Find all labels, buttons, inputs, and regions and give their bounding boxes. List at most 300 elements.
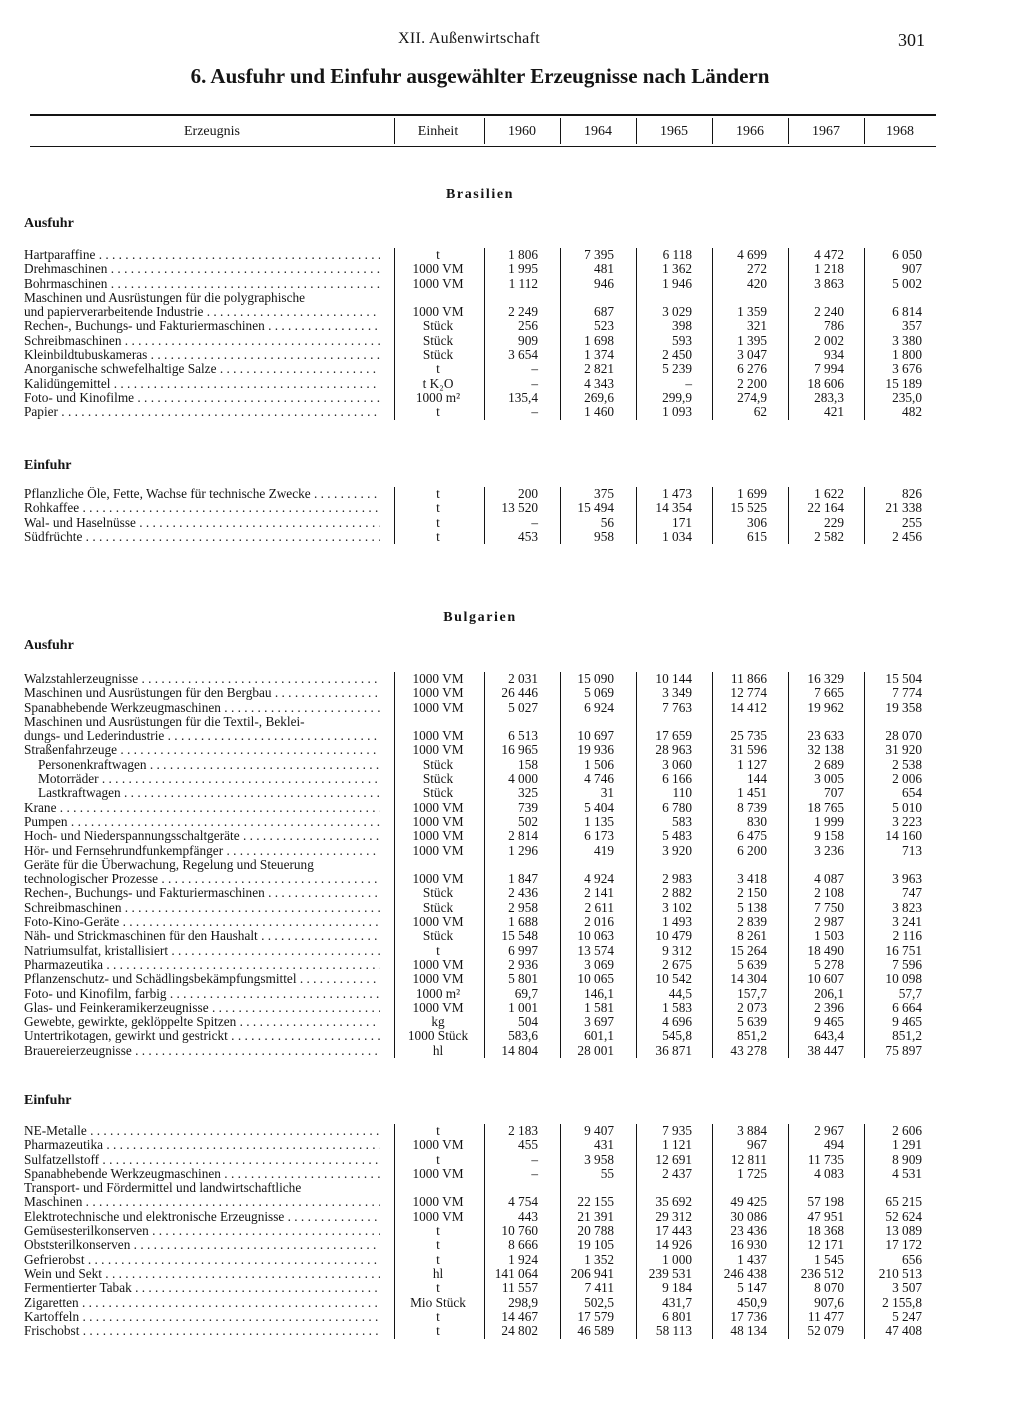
- cell-value: 10 479: [655, 928, 692, 944]
- cell-value: 21 391: [577, 1208, 614, 1224]
- row-label: Pflanzliche Öle, Fette, Wachse für technische Zwecke . . .: [24, 487, 380, 501]
- cell-value: 30 086: [730, 1208, 767, 1224]
- cell-value: 2 249: [508, 304, 538, 320]
- cell-value: 146,1: [584, 985, 614, 1001]
- cell-value: 19 936: [577, 742, 614, 758]
- cell-value: 1 395: [737, 332, 767, 348]
- table-row: [0, 886, 1024, 900]
- row-unit: 1000 Stück: [407, 1028, 469, 1044]
- cell-value: 3 697: [584, 1014, 614, 1030]
- cell-value: 967: [747, 1137, 767, 1153]
- cell-value: 16 965: [501, 742, 538, 758]
- cell-value: 306: [747, 514, 767, 530]
- table-row: [0, 291, 1024, 305]
- cell-value: 14 304: [730, 971, 767, 987]
- cell-value: 10 098: [885, 971, 922, 987]
- cell-value: 15 548: [501, 928, 538, 944]
- cell-value: 443: [518, 1208, 538, 1224]
- cell-value: 44,5: [668, 985, 692, 1001]
- table-row: [0, 858, 1024, 872]
- row-label: Wal- und Haselnüsse . . .: [24, 516, 380, 530]
- cell-value: 31: [600, 785, 614, 801]
- row-label: Gefrierobst . . .: [24, 1253, 380, 1267]
- cell-value: 2 183: [508, 1123, 538, 1138]
- header-divider: [864, 118, 865, 144]
- cell-value: 3 380: [892, 332, 922, 348]
- cell-value: 1 121: [662, 1137, 692, 1153]
- cell-value: 10 607: [807, 971, 844, 987]
- table-row: [0, 944, 1024, 958]
- row-label: Zigaretten . . .: [24, 1296, 380, 1310]
- row-unit: t: [436, 1308, 440, 1324]
- row-unit: Stück: [422, 756, 454, 772]
- cell-value: 25 735: [730, 728, 767, 744]
- row-unit: t: [436, 404, 440, 420]
- cell-value: 4 754: [508, 1194, 538, 1210]
- row-label: Drehmaschinen . . .: [24, 262, 380, 276]
- cell-value: 46 589: [577, 1323, 614, 1339]
- cell-value: 1 924: [508, 1251, 538, 1267]
- page-number: 301: [898, 30, 925, 50]
- row-unit: Stück: [422, 347, 454, 363]
- cell-value: 3 102: [662, 899, 692, 915]
- data-block: [0, 672, 1024, 1058]
- row-unit: 1000 VM: [412, 799, 464, 815]
- row-unit: t: [436, 1280, 440, 1296]
- cell-value: 274,9: [737, 389, 767, 405]
- cell-value: 55: [600, 1165, 614, 1181]
- cell-value: 9 407: [584, 1123, 614, 1138]
- cell-value: 907,6: [814, 1294, 844, 1310]
- cell-value: 7 665: [814, 685, 844, 701]
- cell-value: 601,1: [584, 1028, 614, 1044]
- cell-value: 256: [518, 318, 538, 334]
- column-divider: [864, 248, 865, 420]
- cell-value: 56: [600, 514, 614, 530]
- column-header-unit: Einheit: [417, 124, 459, 139]
- table-row: [0, 815, 1024, 829]
- table-row: [0, 786, 1024, 800]
- cell-value: 504: [518, 1014, 538, 1030]
- table-row: [0, 1296, 1024, 1310]
- cell-value: 2 108: [814, 885, 844, 901]
- cell-value: 357: [902, 318, 922, 334]
- cell-value: 4 083: [814, 1165, 844, 1181]
- cell-value: 2 016: [584, 914, 614, 930]
- cell-value: 17 172: [885, 1237, 922, 1253]
- cell-value: 7 596: [892, 956, 922, 972]
- column-divider: [712, 487, 713, 544]
- column-divider: [484, 1124, 485, 1339]
- cell-value: 2 814: [508, 828, 538, 844]
- cell-value: 9 158: [814, 828, 844, 844]
- cell-value: –: [685, 375, 692, 391]
- table-row: [0, 1324, 1024, 1338]
- cell-value: 687: [594, 304, 614, 320]
- cell-value: 26 446: [501, 685, 538, 701]
- cell-value: 934: [824, 347, 844, 363]
- cell-value: 10 542: [655, 971, 692, 987]
- cell-value: 43 278: [730, 1042, 767, 1058]
- cell-value: 1 493: [662, 914, 692, 930]
- cell-value: 1 135: [584, 813, 614, 829]
- cell-value: 3 069: [584, 956, 614, 972]
- cell-value: 747: [902, 885, 922, 901]
- cell-value: 48 134: [730, 1323, 767, 1339]
- cell-value: 2 611: [584, 899, 614, 915]
- row-label: Hör- und Fernsehrundfunkempfänger . . .: [24, 844, 380, 858]
- cell-value: 1 581: [584, 999, 614, 1015]
- cell-value: 19 962: [807, 699, 844, 715]
- cell-value: 713: [902, 842, 922, 858]
- table-row: [0, 262, 1024, 276]
- data-block: [0, 248, 1024, 420]
- cell-value: 851,2: [892, 1028, 922, 1044]
- cell-value: 3 863: [814, 275, 844, 291]
- cell-value: 5 138: [737, 899, 767, 915]
- row-unit: 1000 VM: [412, 671, 464, 686]
- cell-value: 210 513: [878, 1265, 922, 1281]
- table-row: [0, 277, 1024, 291]
- cell-value: 3 005: [814, 771, 844, 787]
- cell-value: 19 358: [885, 699, 922, 715]
- cell-value: 47 951: [807, 1208, 844, 1224]
- table-row: [0, 1124, 1024, 1138]
- cell-value: 13 089: [885, 1223, 922, 1239]
- cell-value: 419: [594, 842, 614, 858]
- row-unit: t: [436, 1151, 440, 1167]
- table-row: [0, 1224, 1024, 1238]
- cell-value: 5 002: [892, 275, 922, 291]
- cell-value: 6 801: [662, 1308, 692, 1324]
- row-unit: 1000 VM: [412, 1194, 464, 1210]
- column-divider: [560, 248, 561, 420]
- table-row: [0, 1044, 1024, 1058]
- cell-value: 22 164: [807, 500, 844, 516]
- cell-value: 10 760: [501, 1223, 538, 1239]
- row-unit: 1000 VM: [412, 685, 464, 701]
- row-label: Wein und Sekt . . .: [24, 1267, 380, 1281]
- row-label: Kartoffeln . . .: [24, 1310, 380, 1324]
- row-label: Natriumsulfat, kristallisiert . . .: [24, 944, 380, 958]
- flow-heading-import: Einfuhr: [24, 458, 72, 473]
- row-label: Frischobst . . .: [24, 1324, 380, 1338]
- row-unit: t: [436, 514, 440, 530]
- table-row: [0, 958, 1024, 972]
- cell-value: 502: [518, 813, 538, 829]
- column-divider: [788, 248, 789, 420]
- row-unit: 1000 VM: [412, 728, 464, 744]
- cell-value: 298,9: [508, 1294, 538, 1310]
- cell-value: 3 654: [508, 347, 538, 363]
- cell-value: 4 531: [892, 1165, 922, 1181]
- cell-value: 3 823: [892, 899, 922, 915]
- column-divider: [636, 672, 637, 1058]
- cell-value: 1 093: [662, 404, 692, 420]
- column-divider: [394, 248, 395, 420]
- cell-value: 14 354: [655, 500, 692, 516]
- table-row: [0, 915, 1024, 929]
- row-unit: 1000 VM: [412, 914, 464, 930]
- cell-value: 643,4: [814, 1028, 844, 1044]
- row-label: Walzstahlerzeugnisse . . .: [24, 672, 380, 686]
- cell-value: 171: [672, 514, 692, 530]
- table-row: [0, 743, 1024, 757]
- cell-value: 4 699: [737, 247, 767, 262]
- cell-value: 2 150: [737, 885, 767, 901]
- row-label: Kalidüngemittel . . .: [24, 377, 380, 391]
- row-label: Bohrmaschinen . . .: [24, 277, 380, 291]
- cell-value: 21 338: [885, 500, 922, 516]
- cell-value: 3 047: [737, 347, 767, 363]
- column-header-year: 1964: [584, 124, 612, 139]
- cell-value: 4 472: [814, 247, 844, 262]
- cell-value: 2 116: [892, 928, 922, 944]
- column-divider: [560, 487, 561, 544]
- cell-value: 6 475: [737, 828, 767, 844]
- cell-value: 1 218: [814, 261, 844, 277]
- cell-value: 10 144: [655, 671, 692, 686]
- row-unit: t K₂O: [422, 375, 454, 391]
- cell-value: 15 090: [577, 671, 614, 686]
- cell-value: 12 171: [807, 1237, 844, 1253]
- cell-value: 52 079: [807, 1323, 844, 1339]
- cell-value: 3 223: [892, 813, 922, 829]
- cell-value: 206,1: [814, 985, 844, 1001]
- cell-value: 47 408: [885, 1323, 922, 1339]
- cell-value: 11 557: [501, 1280, 538, 1296]
- cell-value: 14 804: [501, 1042, 538, 1058]
- cell-value: 3 963: [892, 871, 922, 887]
- cell-value: 321: [747, 318, 767, 334]
- row-label: Fermentierter Tabak . . .: [24, 1281, 380, 1295]
- table-row: [0, 1029, 1024, 1043]
- table-row: [0, 1181, 1024, 1195]
- table-row: [0, 530, 1024, 544]
- cell-value: 69,7: [514, 985, 538, 1001]
- cell-value: 49 425: [730, 1194, 767, 1210]
- table-row: [0, 1195, 1024, 1209]
- cell-value: 4 924: [584, 871, 614, 887]
- row-unit: t: [436, 1123, 440, 1138]
- row-unit: 1000 VM: [412, 956, 464, 972]
- cell-value: 15 504: [885, 671, 922, 686]
- cell-value: 18 368: [807, 1223, 844, 1239]
- table-row: [0, 715, 1024, 729]
- cell-value: 235,0: [892, 389, 922, 405]
- row-unit: t: [436, 1251, 440, 1267]
- column-divider: [394, 672, 395, 1058]
- row-unit: 1000 VM: [412, 275, 464, 291]
- table-row: [0, 248, 1024, 262]
- cell-value: –: [531, 514, 538, 530]
- cell-value: 494: [824, 1137, 844, 1153]
- cell-value: 583: [672, 813, 692, 829]
- cell-value: 4 696: [662, 1014, 692, 1030]
- cell-value: 6 924: [584, 699, 614, 715]
- cell-value: 2 936: [508, 956, 538, 972]
- cell-value: 6 814: [892, 304, 922, 320]
- cell-value: 4 343: [584, 375, 614, 391]
- cell-value: 141 064: [494, 1265, 538, 1281]
- column-divider: [394, 1124, 395, 1339]
- header-divider: [712, 118, 713, 144]
- row-label: Krane . . .: [24, 801, 380, 815]
- table-row: [0, 362, 1024, 376]
- cell-value: 1 806: [508, 247, 538, 262]
- cell-value: 2 967: [814, 1123, 844, 1138]
- cell-value: 2 987: [814, 914, 844, 930]
- cell-value: 5 069: [584, 685, 614, 701]
- cell-value: 246 438: [723, 1265, 767, 1281]
- row-label: Sulfatzellstoff . . .: [24, 1153, 380, 1167]
- row-unit: Stück: [422, 928, 454, 944]
- cell-value: 1 503: [814, 928, 844, 944]
- cell-value: 57,7: [898, 985, 922, 1001]
- row-label: Straßenfahrzeuge . . .: [24, 743, 380, 757]
- cell-value: 6 780: [662, 799, 692, 815]
- table-row: [0, 1238, 1024, 1252]
- table-row: [0, 1015, 1024, 1029]
- cell-value: 2 396: [814, 999, 844, 1015]
- cell-value: 65 215: [885, 1194, 922, 1210]
- cell-value: 28 963: [655, 742, 692, 758]
- row-label: Glas- und Feinkeramikerzeugnisse . . .: [24, 1001, 380, 1015]
- row-unit: 1000 VM: [412, 971, 464, 987]
- cell-value: 5 027: [508, 699, 538, 715]
- cell-value: 6 173: [584, 828, 614, 844]
- cell-value: 2 155,8: [882, 1294, 922, 1310]
- table-row: [0, 348, 1024, 362]
- cell-value: 15 494: [577, 500, 614, 516]
- row-unit: t: [436, 247, 440, 262]
- cell-value: 3 884: [737, 1123, 767, 1138]
- cell-value: 28 070: [885, 728, 922, 744]
- table-row: [0, 1253, 1024, 1267]
- row-label: Maschinen und Ausrüstungen für die polygraphische: [24, 290, 306, 305]
- cell-value: 9 465: [814, 1014, 844, 1030]
- cell-value: 2 450: [662, 347, 692, 363]
- table-row: [0, 672, 1024, 686]
- cell-value: 18 490: [807, 942, 844, 958]
- row-label: Foto-Kino-Geräte . . .: [24, 915, 380, 929]
- row-label: Pumpen . . .: [24, 815, 380, 829]
- table-row: [0, 872, 1024, 886]
- row-label: Personenkraftwagen . . .: [38, 758, 380, 772]
- row-label: Gemüsesterilkonserven . . .: [24, 1224, 380, 1238]
- header-divider: [560, 118, 561, 144]
- cell-value: 10 063: [577, 928, 614, 944]
- column-divider: [864, 487, 865, 544]
- cell-value: 431,7: [662, 1294, 692, 1310]
- column-header-year: 1965: [660, 124, 688, 139]
- cell-value: 200: [518, 486, 538, 501]
- cell-value: 2 006: [892, 771, 922, 787]
- cell-value: 2 582: [814, 528, 844, 544]
- table-row: [0, 334, 1024, 348]
- cell-value: 10 065: [577, 971, 614, 987]
- cell-value: 1 725: [737, 1165, 767, 1181]
- cell-value: 7 750: [814, 899, 844, 915]
- cell-value: 523: [594, 318, 614, 334]
- cell-value: 9 465: [892, 1014, 922, 1030]
- cell-value: 1 291: [892, 1137, 922, 1153]
- row-unit: 1000 m²: [415, 985, 461, 1001]
- column-divider: [560, 1124, 561, 1339]
- cell-value: 5 239: [662, 361, 692, 377]
- row-unit: Stück: [422, 771, 454, 787]
- cell-value: 1 127: [737, 756, 767, 772]
- row-label: Elektrotechnische und elektronische Erzeugnisse . . .: [24, 1210, 380, 1224]
- row-label: Anorganische schwefelhaltige Salze . . .: [24, 362, 380, 376]
- table-row: [0, 972, 1024, 986]
- cell-value: 502,5: [584, 1294, 614, 1310]
- cell-value: 1 946: [662, 275, 692, 291]
- cell-value: 1 688: [508, 914, 538, 930]
- cell-value: 15 264: [730, 942, 767, 958]
- column-header-year: 1967: [812, 124, 840, 139]
- row-label: Spanabhebende Werkzeugmaschinen . . .: [24, 701, 380, 715]
- cell-value: 17 579: [577, 1308, 614, 1324]
- cell-value: 5 801: [508, 971, 538, 987]
- table-row: [0, 319, 1024, 333]
- cell-value: 11 735: [807, 1151, 844, 1167]
- cell-value: 4 000: [508, 771, 538, 787]
- cell-value: 325: [518, 785, 538, 801]
- cell-value: 1 001: [508, 999, 538, 1015]
- row-unit: 1000 VM: [412, 742, 464, 758]
- table-row: [0, 305, 1024, 319]
- row-label: Spanabhebende Werkzeugmaschinen . . .: [24, 1167, 380, 1181]
- flow-heading-export: Ausfuhr: [24, 638, 74, 653]
- cell-value: 6 513: [508, 728, 538, 744]
- cell-value: 8 261: [737, 928, 767, 944]
- table-row: [0, 987, 1024, 1001]
- column-divider: [560, 672, 561, 1058]
- cell-value: 12 774: [730, 685, 767, 701]
- row-unit: t: [436, 1223, 440, 1239]
- row-label: technologischer Prozesse . . .: [24, 872, 380, 886]
- row-unit: 1000 VM: [412, 999, 464, 1015]
- row-label: Maschinen und Ausrüstungen für den Bergbau . . .: [24, 686, 380, 700]
- cell-value: 1 847: [508, 871, 538, 887]
- cell-value: 830: [747, 813, 767, 829]
- cell-value: 12 811: [730, 1151, 767, 1167]
- table-title: 6. Ausfuhr und Einfuhr ausgewählter Erzeugnisse nach Ländern: [190, 64, 770, 88]
- cell-value: 2 437: [662, 1165, 692, 1181]
- row-unit: 1000 VM: [412, 1165, 464, 1181]
- cell-value: 1 506: [584, 756, 614, 772]
- cell-value: 2 141: [584, 885, 614, 901]
- cell-value: 19 105: [577, 1237, 614, 1253]
- cell-value: 420: [747, 275, 767, 291]
- row-unit: 1000 VM: [412, 261, 464, 277]
- row-label: Geräte für die Überwachung, Regelung und Steuerung: [24, 857, 314, 872]
- cell-value: 135,4: [508, 389, 538, 405]
- cell-value: 2 882: [662, 885, 692, 901]
- cell-value: 3 676: [892, 361, 922, 377]
- table-row: [0, 1310, 1024, 1324]
- cell-value: 7 774: [892, 685, 922, 701]
- cell-value: 7 763: [662, 699, 692, 715]
- cell-value: 16 329: [807, 671, 844, 686]
- cell-value: 656: [902, 1251, 922, 1267]
- cell-value: 8 070: [814, 1280, 844, 1296]
- cell-value: 206 941: [570, 1265, 614, 1281]
- cell-value: –: [531, 375, 538, 391]
- row-label: Pharmazeutika . . .: [24, 958, 380, 972]
- cell-value: 157,7: [737, 985, 767, 1001]
